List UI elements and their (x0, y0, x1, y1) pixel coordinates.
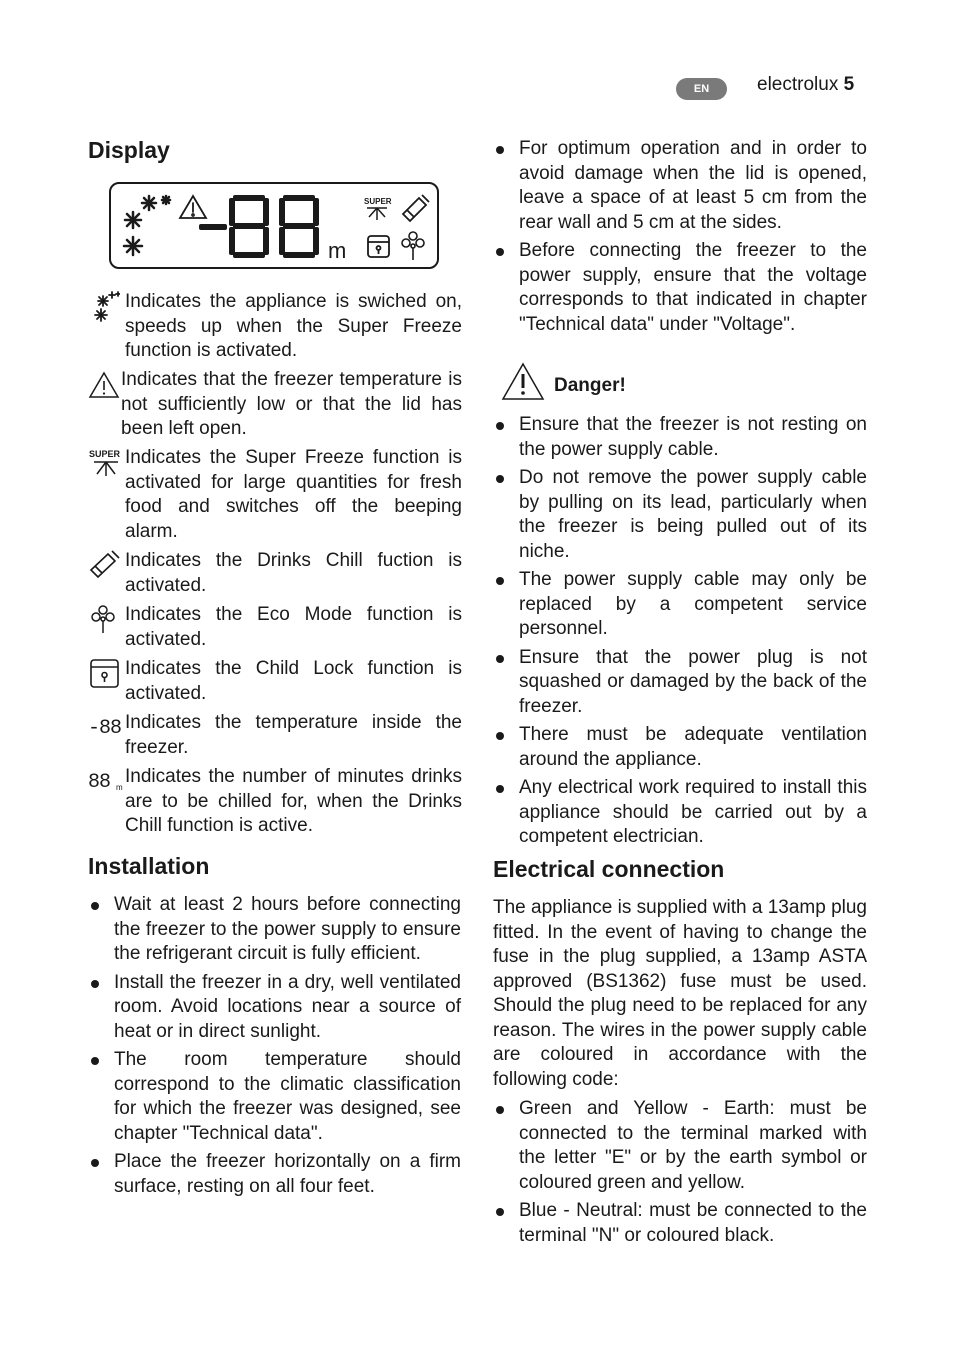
electrical-intro: The appliance is supplied with a 13amp plug fitted. In the event of having to change the fuse in the plug supplied, a 13amp ASTA approved (BS1362) fuse must be used. Should the plug need to be replaced for any reason. The wires in the power supply cable are coloured in accordance with the following code: (493, 897, 867, 1090)
installation-list (88, 893, 461, 1203)
installation-heading: Installation (88, 853, 210, 879)
star-large-icon (124, 237, 142, 255)
child-lock-icon (368, 236, 389, 257)
danger-list (493, 413, 867, 854)
brand-name: electrolux (757, 74, 839, 95)
super-freeze-stars-icon (88, 290, 120, 322)
minutes-icon-digits: 88 (88, 771, 111, 791)
display-item-drinks-chill (88, 549, 462, 598)
eco-mode-flower-icon (402, 232, 424, 260)
list-item: Install the freezer in a dry, well ventilated room. Avoid locations near a source of heat or in direct sunlight. (88, 971, 461, 1045)
list-item: Before connecting the freezer to the power supply, ensure that the voltage corresponds to that indicated in chapter "Technical data" under "Voltage". (493, 239, 867, 337)
electrical-heading: Electrical connection (493, 856, 725, 882)
display-item-temperature (88, 711, 462, 760)
list-item: Any electrical work required to install this appliance should be carried out by a competent electrician. (493, 776, 867, 850)
drinks-chill-bottle-icon (403, 195, 429, 221)
warning-triangle-icon (88, 368, 120, 400)
display-panel (109, 182, 439, 269)
star-mid-icon (125, 212, 141, 228)
temperature-digits-icon (88, 711, 124, 737)
display-item-text: Indicates that the freezer temperature is not sufficiently low or that the lid has been left open. (121, 369, 462, 439)
display-item-warning (88, 368, 462, 442)
eco-mode-flower-icon (88, 603, 118, 635)
page-header (757, 74, 854, 96)
star-tiny-icon (162, 196, 170, 204)
language-badge: EN (676, 78, 727, 100)
placement-list (493, 137, 867, 341)
display-item-super-freeze-stars (88, 290, 462, 364)
list-item: Ensure that the freezer is not resting on the power supply cable. (493, 413, 867, 462)
display-item-text: Indicates the Child Lock function is activated. (125, 658, 462, 704)
danger-label: Danger! (554, 375, 626, 396)
list-item: Blue - Neutral: must be connected to the terminal "N" or coloured black. (493, 1199, 867, 1248)
super-freeze-fan-icon (367, 208, 387, 220)
list-item: The room temperature should correspond to the climatic classification for which the freezer was designed, see chapter "Technical data". (88, 1048, 461, 1146)
star-small-icon (142, 196, 156, 210)
super-label: SUPER (364, 197, 392, 206)
list-item: The power supply cable may only be replaced by a competent service personnel. (493, 568, 867, 642)
list-item: Do not remove the power supply cable by pulling on its lead, particularly when the freezer is being pulled out of its niche. (493, 466, 867, 564)
list-item: Place the freezer horizontally on a firm surface, resting on all four feet. (88, 1150, 461, 1199)
danger-warning-icon (501, 361, 545, 401)
display-item-text: Indicates the number of minutes drinks are to be chilled for, when the Drinks Chill function is active. (125, 766, 462, 836)
minutes-icon-unit: m (116, 783, 123, 791)
display-heading: Display (88, 137, 170, 163)
list-item: Wait at least 2 hours before connecting the freezer to the power supply to ensure the refrigerant circuit is fully efficient. (88, 893, 461, 967)
display-item-minutes (88, 765, 462, 839)
page-number: 5 (843, 74, 855, 95)
display-item-text: Indicates the Super Freeze function is activated for large quantities for fresh food and switches off the beeping alarm. (125, 447, 462, 542)
minutes-digits-icon (88, 765, 124, 791)
display-panel-graphic (111, 184, 437, 267)
display-item-child-lock (88, 657, 462, 706)
list-item: For optimum operation and in order to avoid damage when the lid is opened, leave a space of at least 5 cm from the rear wall and 5 cm at the sides. (493, 137, 867, 235)
child-lock-icon (88, 657, 120, 689)
super-icon-label: SUPER (89, 449, 121, 459)
display-item-eco-mode (88, 603, 462, 652)
display-item-text: Indicates the Drinks Chill fuction is activated. (125, 550, 462, 596)
display-item-super-freeze (88, 446, 462, 544)
list-item: There must be adequate ventilation around the appliance. (493, 723, 867, 772)
temperature-icon-label: -88 (88, 717, 122, 737)
display-item-text: Indicates the temperature inside the freezer. (125, 712, 462, 758)
super-freeze-fan-icon (88, 446, 124, 480)
seven-segment-digits (199, 195, 319, 258)
drinks-chill-bottle-icon (88, 549, 122, 581)
display-item-text: Indicates the appliance is swiched on, speeds up when the Super Freeze function is activated. (125, 291, 462, 361)
display-item-text: Indicates the Eco Mode function is activated. (125, 604, 462, 650)
electrical-list (493, 1097, 867, 1252)
minutes-unit-label: m (328, 238, 347, 263)
list-item: Green and Yellow - Earth: must be connected to the terminal marked with the letter "E" or by the earth symbol or coloured green and yellow. (493, 1097, 867, 1195)
list-item: Ensure that the power plug is not squashed or damaged by the back of the freezer. (493, 646, 867, 720)
warning-triangle-icon (180, 196, 206, 218)
